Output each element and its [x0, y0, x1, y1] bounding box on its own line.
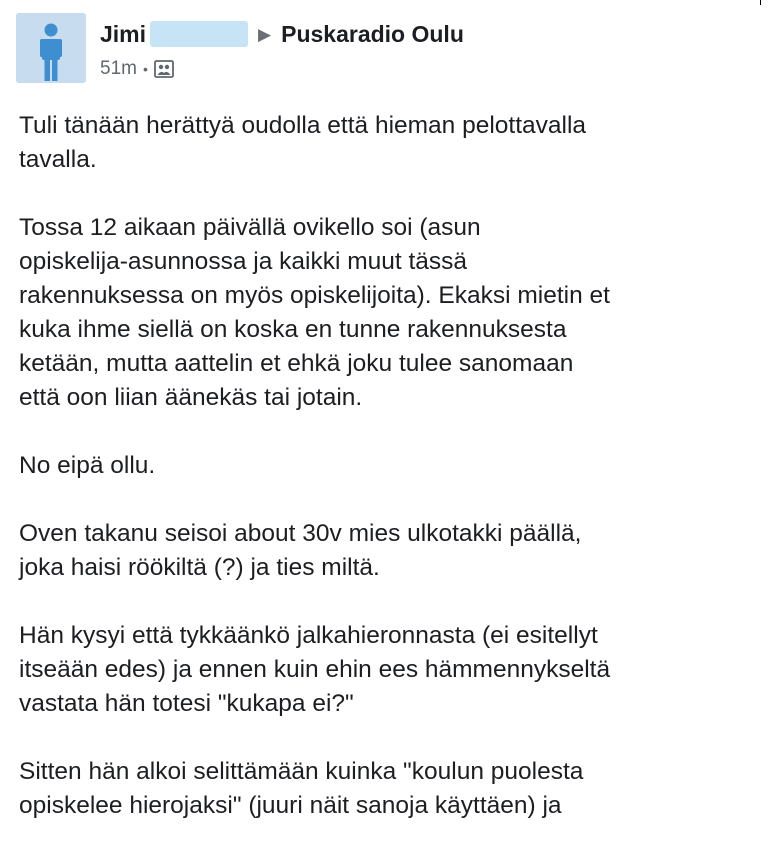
redacted-surname	[150, 21, 248, 47]
group-audience-icon	[154, 60, 174, 78]
post-paragraph: Tossa 12 aikaan päivällä ovikello soi (asun opiskelija-asunnossa ja kaikki muut tässä rakennuksessa on myös opiskelijoita). Ekaksi mietin et kuka ihme siellä on koska en tunne rakennuksesta ketään, mutta aattelin et ehkä joku tulee sanomaan että oon liian äänekäs tai jotain.	[19, 214, 610, 411]
group-name[interactable]: Puskaradio Oulu	[281, 20, 464, 47]
post-paragraph: Oven takanu seisoi about 30v mies ulkotakki päällä, joka haisi röökiltä (?) ja ties miltä.	[19, 520, 582, 581]
post-paragraph: No eipä ollu.	[19, 452, 156, 479]
post-header	[16, 13, 776, 85]
person-icon	[16, 13, 86, 83]
avatar[interactable]	[16, 13, 86, 83]
meta-separator: •	[142, 61, 148, 77]
author-name[interactable]: Jimi	[100, 20, 147, 47]
post-paragraph: Sitten hän alkoi selittämään kuinka "koulun puolesta opiskelee hierojaksi" (juuri näit sanoja käyttäen) ja	[19, 758, 584, 819]
post-time[interactable]: 51m	[100, 58, 137, 79]
top-edge-mark	[760, 0, 761, 5]
post-paragraph: Tuli tänään herättyä oudolla että hieman pelottavalla tavalla.	[19, 112, 587, 173]
author-line	[100, 19, 464, 49]
right-triangle-icon: ▶	[258, 24, 272, 44]
post-meta	[100, 57, 174, 81]
post-text	[19, 109, 719, 857]
post-paragraph: Hän kysyi että tykkäänkö jalkahieronnasta (ei esitellyt itseään edes) ja ennen kuin ehin ees hämmennykseltä vastata hän totesi "kukapa ei?"	[19, 622, 611, 717]
